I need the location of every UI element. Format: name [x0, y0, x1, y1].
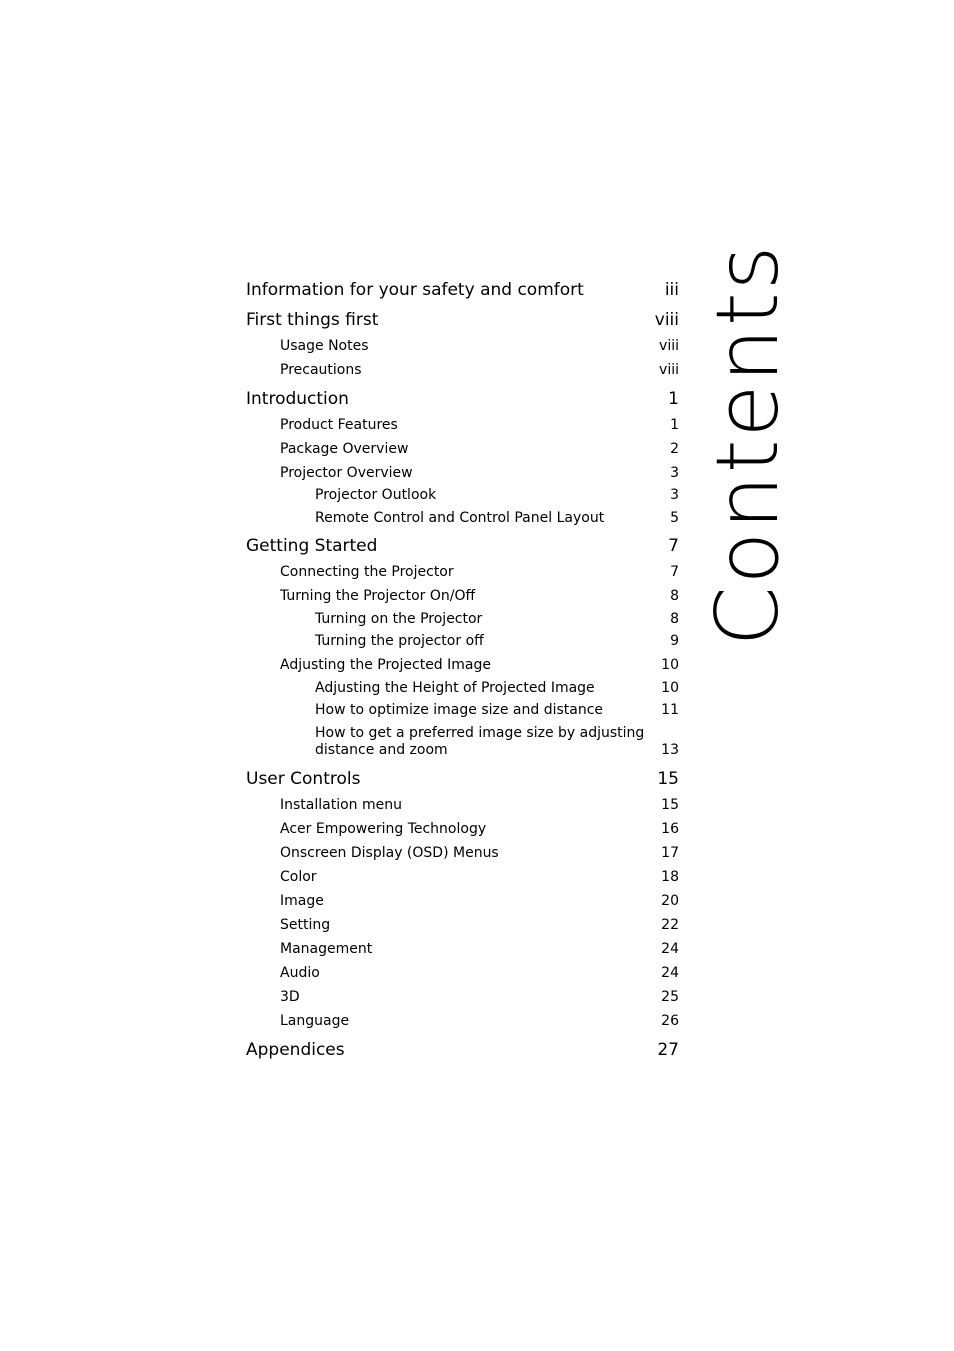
toc-entry-page: 11: [661, 702, 679, 718]
toc-entry-title-line-2: distance and zoom: [315, 742, 448, 758]
toc-entry-page: 27: [657, 1040, 679, 1060]
toc-entry-title: Getting Started: [246, 536, 378, 556]
toc-entry-page: 1: [670, 417, 679, 433]
toc-entry-title: Acer Empowering Technology: [280, 821, 487, 837]
toc-entry-title: Turning the projector off: [315, 633, 484, 649]
toc-entry-page: 1: [668, 389, 679, 409]
toc-entry-title: Adjusting the Projected Image: [280, 657, 491, 673]
toc-entry-title: Appendices: [246, 1040, 345, 1060]
toc-entry-page: 7: [670, 564, 679, 580]
toc-entry-title: Remote Control and Control Panel Layout: [315, 510, 605, 526]
toc-entry-title: Image: [280, 893, 324, 909]
toc-entry-page: 2: [670, 441, 679, 457]
toc-entry-page: viii: [654, 310, 679, 330]
toc-entry-page: 15: [661, 797, 679, 813]
toc-entry-page: 8: [670, 611, 679, 627]
toc-entry-title: Management: [280, 941, 373, 957]
toc-entry-title: User Controls: [246, 769, 361, 789]
toc-entry-page: 5: [670, 510, 679, 526]
toc-entry-page: 17: [661, 845, 679, 861]
toc-entry-page: 10: [661, 680, 679, 696]
toc-entry-title: Product Features: [280, 417, 398, 433]
toc-entry-page: 7: [668, 536, 679, 556]
toc-entry-page: 3: [670, 487, 679, 503]
toc-entry-title: Setting: [280, 917, 331, 933]
toc-entry-title: Adjusting the Height of Projected Image: [315, 680, 595, 696]
toc-entry-page: 18: [661, 869, 679, 885]
toc-entry-title-line-1: How to get a preferred image size by adjusting: [315, 725, 645, 741]
toc-entry-page: 26: [661, 1013, 679, 1029]
toc-entry-title: Language: [280, 1013, 350, 1029]
toc-entry-page: 9: [670, 633, 679, 649]
toc-entry-page: 22: [661, 917, 679, 933]
toc-entry-title: Installation menu: [280, 797, 402, 813]
toc-entry-title: Color: [280, 869, 317, 885]
page-title: Contents: [698, 243, 798, 647]
toc-entry-page: viii: [659, 338, 679, 354]
toc-entry-page: 15: [657, 769, 679, 789]
toc-entry-page: 10: [661, 657, 679, 673]
toc-entry-title: Package Overview: [280, 441, 409, 457]
toc-entry-page: 24: [661, 941, 679, 957]
toc-entry-page: 8: [670, 588, 679, 604]
toc-entry-page: 25: [661, 989, 679, 1005]
toc-entry-title: Audio: [280, 965, 320, 981]
toc-entry-title: Introduction: [246, 389, 349, 409]
toc-entry-title: Usage Notes: [280, 338, 369, 354]
toc-entry-title: Turning on the Projector: [315, 611, 483, 627]
toc-entry-page: 3: [670, 465, 679, 481]
toc-entry-page: viii: [659, 362, 679, 378]
toc-entry-title: Precautions: [280, 362, 362, 378]
toc-entry-title: Connecting the Projector: [280, 564, 454, 580]
toc-entry-title: How to optimize image size and distance: [315, 702, 604, 718]
toc-entry-title: 3D: [280, 989, 300, 1005]
toc-entry-page: 20: [661, 893, 679, 909]
toc-entry-title: Projector Outlook: [315, 487, 437, 503]
toc-entry-title: Projector Overview: [280, 465, 413, 481]
toc-entry-title: First things first: [246, 310, 379, 330]
toc-entry-title: Information for your safety and comfort: [246, 280, 584, 300]
toc-entry-title: [315, 725, 644, 759]
toc-entry-title: Turning the Projector On/Off: [280, 588, 476, 604]
toc-entry-title: Onscreen Display (OSD) Menus: [280, 845, 499, 861]
toc-entry-page: 16: [661, 821, 679, 837]
toc-entry-page: iii: [664, 280, 679, 300]
toc-entry-page: 13: [661, 742, 679, 758]
toc-entry-page: 24: [661, 965, 679, 981]
